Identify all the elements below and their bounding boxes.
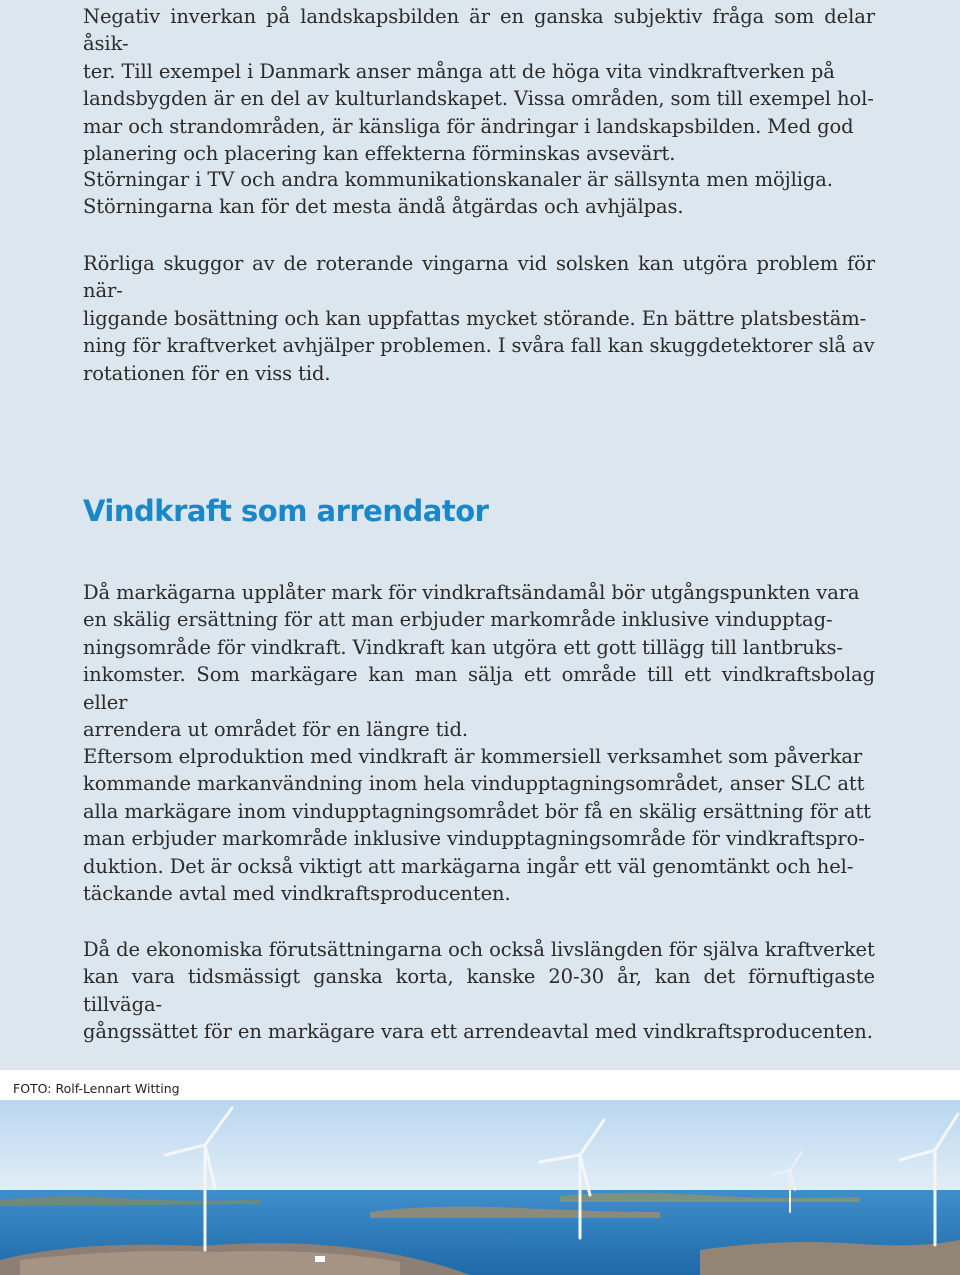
paragraph-compensation: Då markägarna upplåter mark för vindkraftsändamål bör utgångspunkten vara en skälig ersättning för att man erbjuder markområde inklusive vindupptag- ningsområde för vindkraft. Vindkraft kan utgöra ett gott tillägg till lantbruks- inkomster. Som markägare kan man sälja ett område till ett vindkraftsbolag eller arrendera ut området för en längre tid. (83, 581, 875, 742)
paragraph-commercial: Eftersom elproduktion med vindkraft är kommersiell verksamhet som påverkar kommande markanvändning inom hela vindupptagningsområdet, anser SLC att alla markägare inom vindupptagningsområdet bör få en skälig ersättning för att man erbjuder markområde inklusive vindupptagningsområde för vindkraftspro- duktion. Det är också viktigt att markägarna ingår ett väl genomtänkt och hel- täckande avtal med vindkraftsproducenten. (83, 745, 871, 906)
wind-farm-photo (0, 1100, 960, 1275)
paragraph-landscape: Negativ inverkan på landskapsbilden är en ganska subjektiv fråga som delar åsik- ter. Till exempel i Danmark anser många att de höga vita vindkraftverken på landsbygden är en del av kulturlandskapet. Vissa områden, som till exempel hol- mar och strandområden, är känsliga för ändringar i landskapsbilden. Med god planering och placering kan effekterna förminskas avsevärt. (83, 5, 875, 166)
paragraph-lease: Då de ekonomiska förutsättningarna och också livslängden för själva kraftverket kan vara tidsmässigt ganska korta, kanske 20-30 år, kan det förnuftigaste tillväga- gångssättet för en markägare vara ett arrendeavtal med vindkraftsproducenten. (83, 938, 875, 1044)
paragraph-shadows: Rörliga skuggor av de roterande vingarna vid solsken kan utgöra problem för när- liggande bosättning och kan uppfattas mycket störande. En bättre platsbestäm- ning för kraftverket avhjälper problemen. I svåra fall kan skuggdetektorer slå av rotationen för en viss tid. (83, 252, 875, 385)
section-heading: Vindkraft som arrendator (83, 494, 489, 528)
paragraph-interference: Störningar i TV och andra kommunikationskanaler är sällsynta men möjliga. Störningarna kan för det mesta ändå åtgärdas och avhjälpas. (83, 168, 833, 219)
photo-credit: FOTO: Rolf-Lennart Witting (13, 1081, 180, 1096)
